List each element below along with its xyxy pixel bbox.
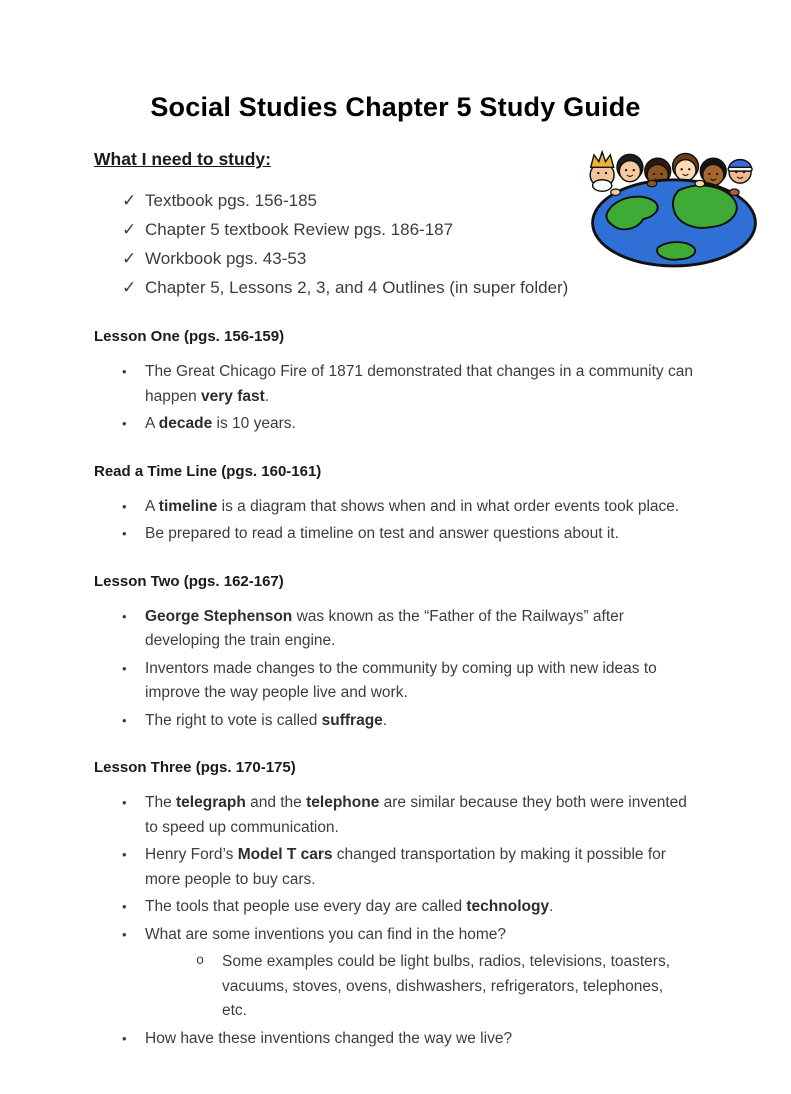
bullet-marker: • bbox=[122, 712, 127, 728]
bullet-list bbox=[94, 791, 697, 1051]
bullet-marker: • bbox=[122, 926, 127, 942]
bullet-item bbox=[94, 412, 697, 437]
section-heading: Read a Time Line (pgs. 160-161) bbox=[94, 462, 322, 480]
bullet-item bbox=[94, 1027, 697, 1052]
bullet-item bbox=[94, 923, 697, 948]
bullet-item bbox=[94, 522, 697, 547]
bullet-text: Henry Ford’s Model T cars changed transportation by making it possible for more people to buy cars. bbox=[145, 846, 666, 888]
bullet-list bbox=[94, 605, 697, 734]
bullet-text: The Great Chicago Fire of 1871 demonstrated that changes in a community can happen very fast. bbox=[145, 363, 693, 405]
sections bbox=[94, 328, 697, 1051]
bullet-text: Inventors made changes to the community by coming up with new ideas to improve the way people live and work. bbox=[145, 659, 657, 701]
bullet-marker: • bbox=[122, 526, 127, 541]
bullet-text: A decade is 10 years. bbox=[145, 415, 296, 432]
bullet-text: The telegraph and the telephone are similar because they both were invented to speed up communication. bbox=[145, 794, 687, 836]
children-around-globe-illustration bbox=[583, 124, 765, 270]
bullet-list bbox=[94, 360, 697, 437]
bullet-item bbox=[94, 709, 697, 734]
bullet-marker: • bbox=[122, 1030, 127, 1046]
bullet-text: A timeline is a diagram that shows when and in what order events took place. bbox=[145, 497, 680, 515]
bullet-marker: • bbox=[122, 498, 127, 514]
checklist-item bbox=[94, 215, 654, 244]
bullet-item bbox=[94, 605, 697, 654]
section-heading: Lesson Three (pgs. 170-175) bbox=[94, 759, 296, 776]
bullet-text: George Stephenson was known as the “Father of the Railways” after developing the train engine. bbox=[145, 607, 624, 649]
bullet-marker: • bbox=[122, 795, 127, 810]
checklist bbox=[94, 186, 654, 302]
section bbox=[94, 463, 697, 547]
checklist-item bbox=[94, 273, 654, 302]
bullet-text: What are some inventions you can find in the home? bbox=[145, 925, 507, 943]
sub-bullet-item bbox=[94, 950, 697, 1024]
bullet-text: The right to vote is called suffrage. bbox=[145, 711, 388, 729]
bullet-marker: • bbox=[122, 364, 127, 379]
section bbox=[94, 328, 697, 437]
bullet-text: The tools that people use every day are called technology. bbox=[145, 898, 554, 915]
document-title: Social Studies Chapter 5 Study Guide bbox=[150, 92, 641, 122]
checkmark-icon: ✓ bbox=[122, 278, 137, 297]
bullet-marker: • bbox=[122, 899, 127, 914]
bullet-item bbox=[94, 657, 697, 706]
bullet-item bbox=[94, 495, 697, 520]
bullet-text: Be prepared to read a timeline on test and answer questions about it. bbox=[145, 525, 619, 542]
bullet-text: Some examples could be light bulbs, radios, televisions, toasters, vacuums, stoves, ovens, dishwashers, refrigerators, telephones, etc. bbox=[222, 953, 671, 1019]
bullet-item bbox=[94, 360, 697, 409]
sub-bullet-marker: o bbox=[196, 954, 205, 969]
section-heading: Lesson One (pgs. 156-159) bbox=[94, 328, 285, 345]
checklist-text: Textbook pgs. 156-185 bbox=[145, 191, 318, 210]
bullet-marker: • bbox=[122, 660, 127, 676]
study-heading: What I need to study: bbox=[94, 149, 271, 169]
bullet-marker: • bbox=[122, 416, 127, 431]
bullet-item bbox=[94, 791, 697, 840]
checklist-text: Chapter 5, Lessons 2, 3, and 4 Outlines (in super folder) bbox=[145, 278, 569, 297]
checklist-text: Chapter 5 textbook Review pgs. 186-187 bbox=[145, 220, 454, 239]
bullet-item bbox=[94, 843, 697, 892]
bullet-marker: • bbox=[122, 847, 127, 862]
checklist-text: Workbook pgs. 43-53 bbox=[145, 249, 307, 268]
section bbox=[94, 759, 697, 1051]
bullet-item bbox=[94, 895, 697, 920]
bullet-list bbox=[94, 495, 697, 547]
section-heading: Lesson Two (pgs. 162-167) bbox=[94, 572, 284, 590]
bullet-marker: • bbox=[122, 608, 127, 624]
checkmark-icon: ✓ bbox=[122, 220, 137, 239]
bullet-text: How have these inventions changed the way we live? bbox=[145, 1029, 513, 1047]
checkmark-icon: ✓ bbox=[122, 249, 137, 268]
checkmark-icon: ✓ bbox=[122, 191, 137, 210]
section bbox=[94, 573, 697, 734]
checklist-item bbox=[94, 244, 654, 273]
checklist-item bbox=[94, 186, 654, 215]
